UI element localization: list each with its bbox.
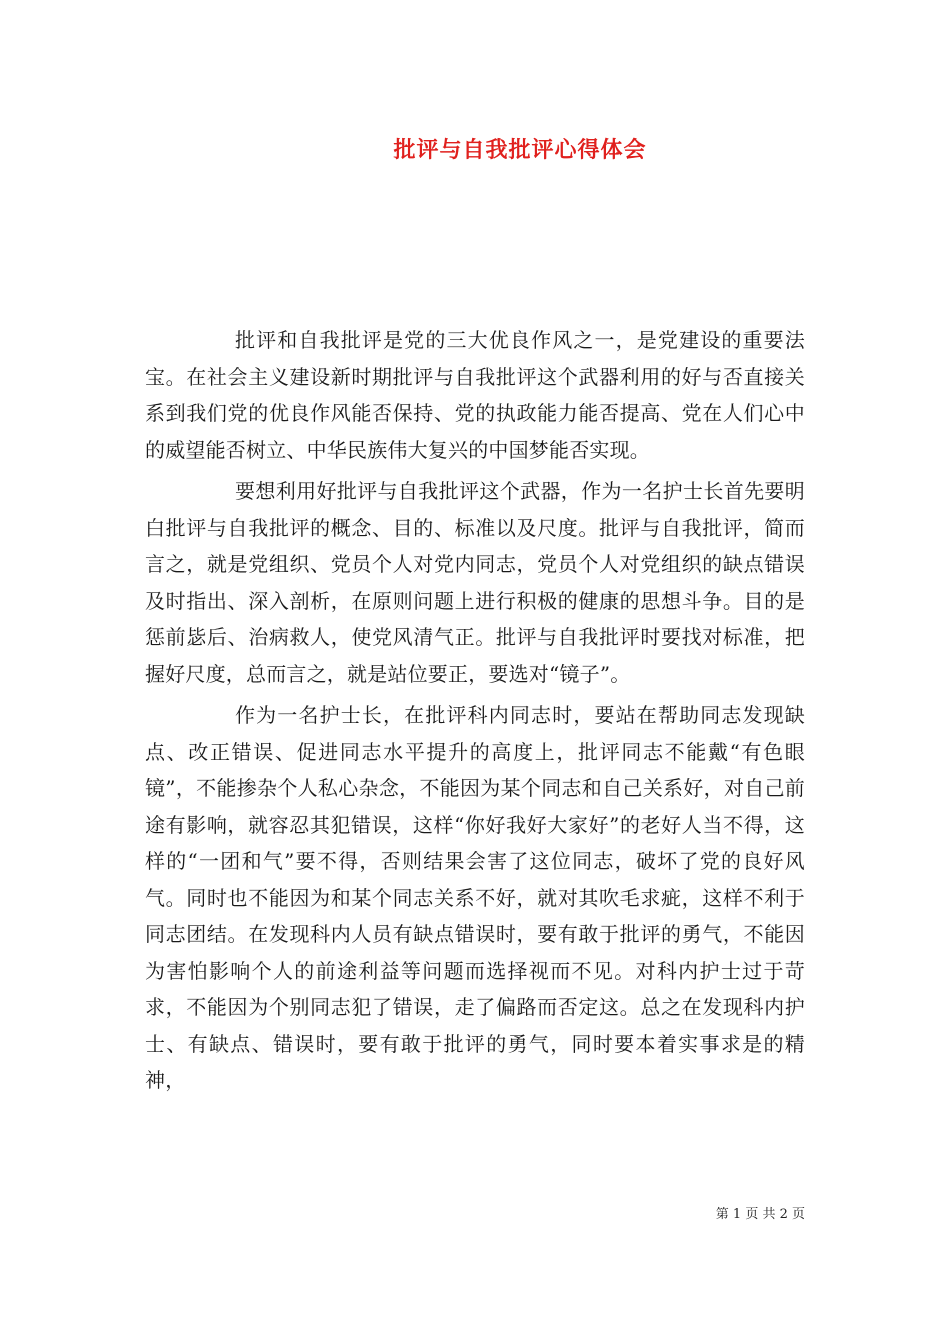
document-body xyxy=(145,322,805,1104)
paragraph-2: 要想利用好批评与自我批评这个武器，作为一名护士长首先要明白批评与自我批评的概念、目的、标准以及尺度。批评与自我批评，简而言之，就是党组织、党员个人对党内同志，党员个人对党组织的缺点错误及时指出、深入剖析，在原则问题上进行积极的健康的思想斗争。目的是惩前毖后、治病救人，使党风清气正。批评与自我批评时要找对标准，把握好尺度，总而言之，就是站位要正，要选对“镜子”。 xyxy=(145,479,805,686)
paragraph-3: 作为一名护士长，在批评科内同志时，要站在帮助同志发现缺点、改正错误、促进同志水平提升的高度上，批评同志不能戴“有色眼镜”，不能掺杂个人私心杂念，不能因为某个同志和自己关系好，对自己前途有影响，就容忍其犯错误，这样“你好我好大家好”的老好人当不得，这样的“一团和气”要不得，否则结果会害了这位同志，破坏了党的良好风气。同时也不能因为和某个同志关系不好，就对其吹毛求疵，这样不利于同志团结。在发现科内人员有缺点错误时，要有敢于批评的勇气，不能因为害怕影响个人的前途利益等问题而选择视而不见。对科内护士过于苛求，不能因为个别同志犯了错误，走了偏路而否定这。总之在发现科内护士、有缺点、错误时，要有敢于批评的勇气，同时要本着实事求是的精神， xyxy=(145,703,805,1092)
paragraph-1: 批评和自我批评是党的三大优良作风之一，是党建设的重要法宝。在社会主义建设新时期批评与自我批评这个武器利用的好与否直接关系到我们党的优良作风能否保持、党的执政能力能否提高、党在人们心中的威望能否树立、中华民族伟大复兴的中国梦能否实现。 xyxy=(145,328,805,462)
page-title: 批评与自我批评心得体会 xyxy=(393,138,647,163)
page-number-footer: 第 1 页 共 2 页 xyxy=(715,1207,805,1222)
